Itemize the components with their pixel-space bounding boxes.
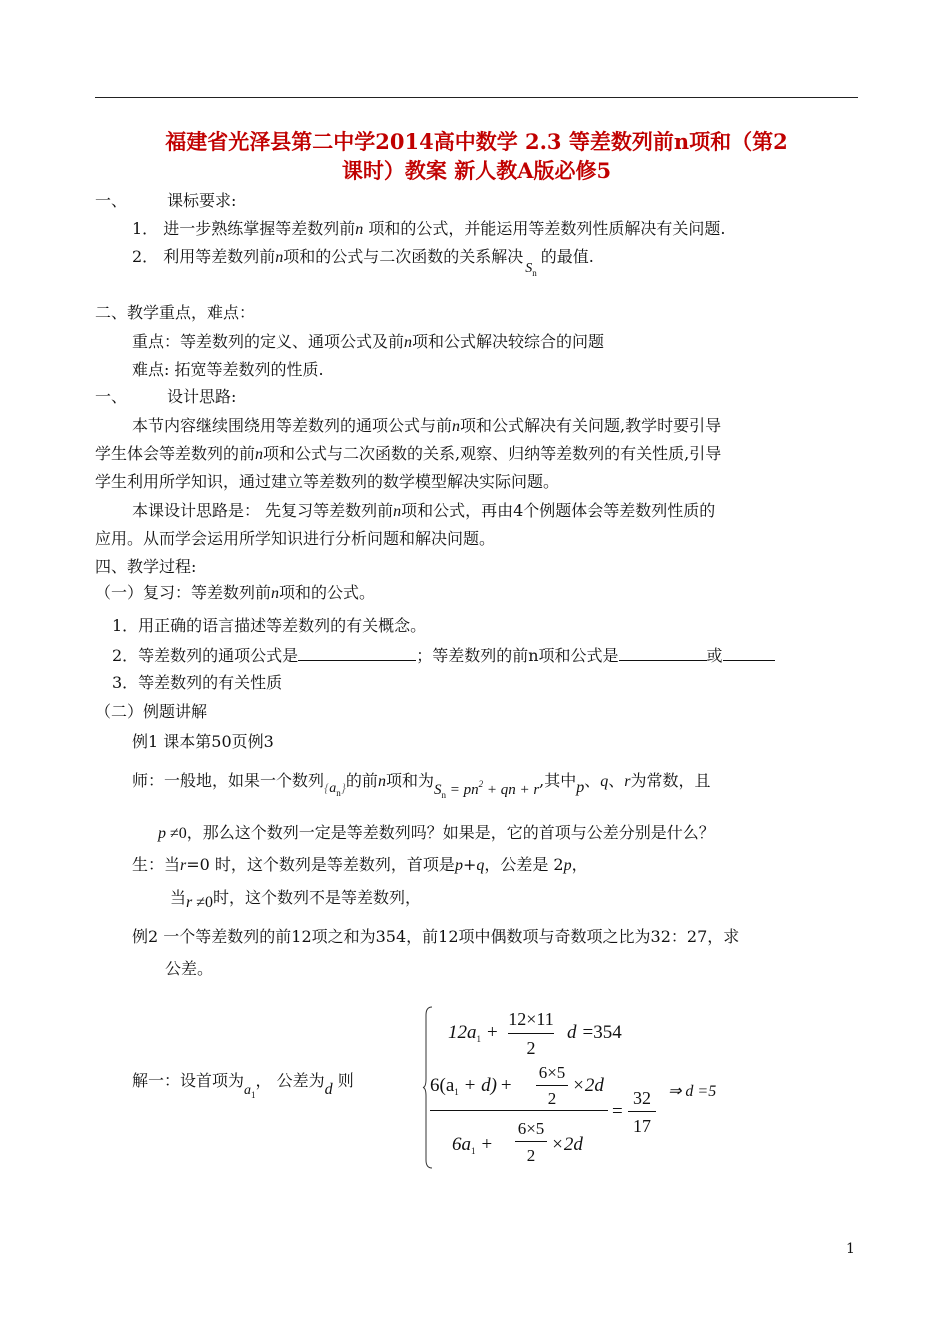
objective-2-text-a: 2． 利用等差数列前 [132, 247, 276, 266]
eq2-den-inner-num: 6×5 [517, 1119, 545, 1138]
eq2-inner-den: 2 [547, 1089, 557, 1108]
equation-2-numerator-left [430, 1075, 512, 1103]
student-a: 生：当 [132, 855, 181, 874]
brace-left: { [324, 780, 330, 795]
eq2-num-sub: 1 [454, 1087, 459, 1097]
key-point-c: 项和公式解决较综合的问题 [412, 332, 605, 351]
review-c: 项和的公式。 [279, 583, 376, 602]
review-item-3: 3．等差数列的有关性质 [112, 673, 283, 692]
student2-a: 当 [170, 888, 187, 907]
eq2-times: ×2d [572, 1075, 604, 1096]
review-2-a: 2．等差数列的通项公式是 [112, 646, 299, 665]
student-e: ， [571, 855, 588, 874]
objective-1-text-a: 1． 进一步熟练掌握等差数列前 [132, 219, 356, 238]
teacher-p: p [576, 779, 585, 796]
teacher-r: r [624, 773, 631, 790]
student2-ne: ≠0 [192, 894, 214, 911]
teacher-a: 师：一般地，如果一个数列 [132, 771, 325, 790]
review-2-c: 或 [706, 646, 723, 665]
student-plus: + [462, 855, 477, 874]
eq2-inner-bar [536, 1085, 568, 1086]
teacher2-ne: ≠0 [166, 825, 187, 842]
eq2-den-plus: + [481, 1134, 493, 1155]
eq2-equals: = [612, 1101, 623, 1122]
p1l2-c: 项和公式与二次函数的关系,观察、归纳等差数列的有关性质,引导 [263, 444, 722, 463]
sequence-an [324, 781, 346, 796]
eq1-d: d [567, 1022, 577, 1043]
section-3-number: 一、 [95, 387, 128, 406]
student-d: ，公差是 2 [484, 855, 564, 874]
sol-a1 [244, 1083, 256, 1098]
example-2-line1: 例2 一个等差数列的前12项之和为354，前12项中偶数项与奇数项之比为32：27，求 [132, 927, 740, 946]
teacher-c: 项和为 [385, 771, 434, 790]
sf-S: S [433, 782, 442, 798]
equation-1-frac-num: 12×11 [508, 1009, 554, 1029]
eq1-plus: + [487, 1022, 498, 1043]
objective-1-n: n [355, 221, 364, 238]
eq1-a: 12a [448, 1022, 477, 1043]
an-sub: n [336, 788, 341, 798]
sum-formula [433, 779, 540, 800]
review-a: （一）复习：等差数列前 [95, 583, 272, 602]
example-1-title: 例1 课本第50页例3 [132, 732, 274, 751]
difficult-point: 难点: 拓宽等差数列的性质. [132, 360, 324, 379]
objective-1-text-c: 项和的公式，并能运用等差数列性质解决有关问题. [363, 219, 726, 238]
document-title [95, 127, 858, 185]
section-2-heading: 二、教学重点，难点： [95, 303, 256, 322]
eq2-num-a: 6(a [430, 1075, 455, 1096]
eq2-rhs-num: 32 [633, 1088, 651, 1108]
sol-c: 则 [332, 1071, 354, 1090]
sf-eq: = pn [445, 782, 479, 798]
p1l2-a: 学生体会等差数列的前 [95, 444, 256, 463]
eq2-rhs-den: 17 [633, 1116, 651, 1136]
sol-a: 解一：设首项为 [132, 1071, 245, 1090]
equation-1-frac-bar [508, 1033, 554, 1034]
blank-general-term [298, 644, 416, 661]
page-number: 1 [846, 1241, 855, 1257]
key-point-a: 重点：等差数列的定义、通项公式及前 [132, 332, 405, 351]
review-heading [95, 582, 375, 605]
eq1-eq: =354 [582, 1022, 622, 1043]
student2-b: 时，这个数列不是等差数列， [213, 888, 422, 907]
review-item-1: 1．用正确的语言描述等差数列的有关概念。 [112, 616, 427, 635]
teacher-b: 的前 [345, 771, 378, 790]
title-line-1: 福建省光泽县第二中学2014高中数学 2.3 等差数列前n项和（第2 [165, 129, 788, 154]
review-2-b: ；等差数列的前n项和公式是 [416, 646, 619, 665]
objective-2-n: n [275, 249, 284, 266]
eq2-plus: + [500, 1075, 512, 1096]
sol-a1-sub: 1 [251, 1090, 256, 1100]
blank-sum-formula-1 [619, 644, 707, 661]
equation-1-right [567, 1022, 622, 1044]
eq2-den-sub: 1 [471, 1146, 476, 1156]
section-1-heading [95, 190, 236, 212]
objective-1 [132, 218, 725, 241]
teacher2-rest: ，那么这个数列一定是等差数列吗？如果是，它的首项与公差分别是什么？ [186, 823, 715, 842]
teacher2-p: p [158, 825, 166, 842]
section-3-heading [95, 386, 236, 408]
section-1-title: 课标要求: [167, 191, 237, 210]
review-n: n [271, 585, 280, 602]
section-1-number: 一、 [95, 191, 128, 210]
solution-result: ⇒ d =5 [668, 1083, 717, 1100]
eq1-sub: 1 [476, 1034, 481, 1044]
design-p2-line2: 应用。从而学会运用所学知识进行分析问题和解决问题。 [95, 529, 496, 548]
student-p: p [454, 857, 463, 874]
student-q: q [476, 857, 485, 874]
examples-heading: （二）例题讲解 [95, 702, 208, 721]
p1l1-c: 项和公式解决有关问题,教学时要引导 [460, 416, 722, 435]
p2l1-a: 本课设计思路是： 先复习等差数列前 [132, 501, 394, 520]
p1l2-n: n [255, 446, 264, 463]
equation-1-left [448, 1022, 498, 1050]
key-point [132, 331, 604, 354]
teacher-f: 、 [608, 771, 625, 790]
sf-sub: n [441, 790, 446, 800]
equation-2-main-bar [430, 1110, 608, 1111]
teacher-e: 、 [584, 771, 601, 790]
p1l1-n: n [452, 418, 461, 435]
objective-2-text-c: 项和的公式与二次函数的关系解决 [283, 247, 524, 266]
p2l1-c: 项和公式，再由4个例题体会等差数列性质的 [401, 501, 716, 520]
design-p1-line3: 学生利用所学知识，通过建立等差数列的数学模型解决实际问题。 [95, 472, 560, 491]
eq2-den-inner-bar [515, 1141, 547, 1142]
review-item-2 [112, 644, 775, 667]
student2-r: r [186, 894, 193, 911]
teacher-g: 为常数，且 [630, 771, 711, 790]
teacher-question-line2 [158, 822, 715, 845]
design-p2-line1 [132, 500, 715, 523]
brace-right: } [340, 780, 346, 795]
objective-2-sn [525, 261, 537, 276]
eq2-den-inner-den: 2 [526, 1146, 536, 1165]
p2l1-n: n [393, 503, 402, 520]
sol-a1-a: a [244, 1083, 252, 1098]
sf-rest: + qn + r [483, 782, 540, 798]
eq2-den-times: ×2d [551, 1134, 583, 1155]
eq2-num-b: + d) [458, 1075, 497, 1096]
title-line-2: 课时）教案 新人教A版必修5 [341, 158, 612, 183]
header-rule [95, 97, 858, 98]
blank-sum-formula-2 [723, 644, 775, 661]
objective-2-text-d: 的最值. [540, 247, 594, 266]
p1l1-a: 本节内容继续围绕用等差数列的通项公式与前 [132, 416, 453, 435]
solution-intro [132, 1070, 354, 1098]
key-point-n: n [404, 334, 413, 351]
teacher-n: n [377, 773, 386, 790]
student-b: =0 时，这个数列是等差数列，首项是 [186, 855, 455, 874]
objective-2 [132, 246, 594, 278]
equation-1-frac-den: 2 [526, 1038, 536, 1058]
section-3-title: 设计思路: [167, 387, 237, 406]
sn-s: S [525, 261, 533, 276]
sol-d: d [324, 1081, 333, 1098]
example-2-line2: 公差。 [165, 959, 214, 978]
eq2-inner-num: 6×5 [538, 1063, 566, 1082]
design-p1-line2 [95, 443, 721, 466]
student-p2: p [563, 857, 572, 874]
equation-2-denominator-left [452, 1134, 492, 1162]
sol-b: ， 公差为 [255, 1071, 325, 1090]
student-r: r [180, 857, 187, 874]
design-p1-line1 [132, 415, 721, 438]
teacher-question-line1 [132, 765, 711, 798]
an-a: a [329, 781, 337, 796]
eq2-rhs-bar [628, 1111, 656, 1112]
sn-sub: n [532, 268, 537, 278]
sf-sup: 2 [478, 779, 484, 789]
student-answer-line2 [170, 887, 421, 910]
eq2-den-a: 6a [452, 1134, 471, 1155]
teacher-q: q [600, 773, 609, 790]
student-answer-line1 [132, 854, 588, 877]
section-4-heading: 四、教学过程: [95, 557, 197, 576]
teacher-d: ,其中 [539, 771, 577, 790]
